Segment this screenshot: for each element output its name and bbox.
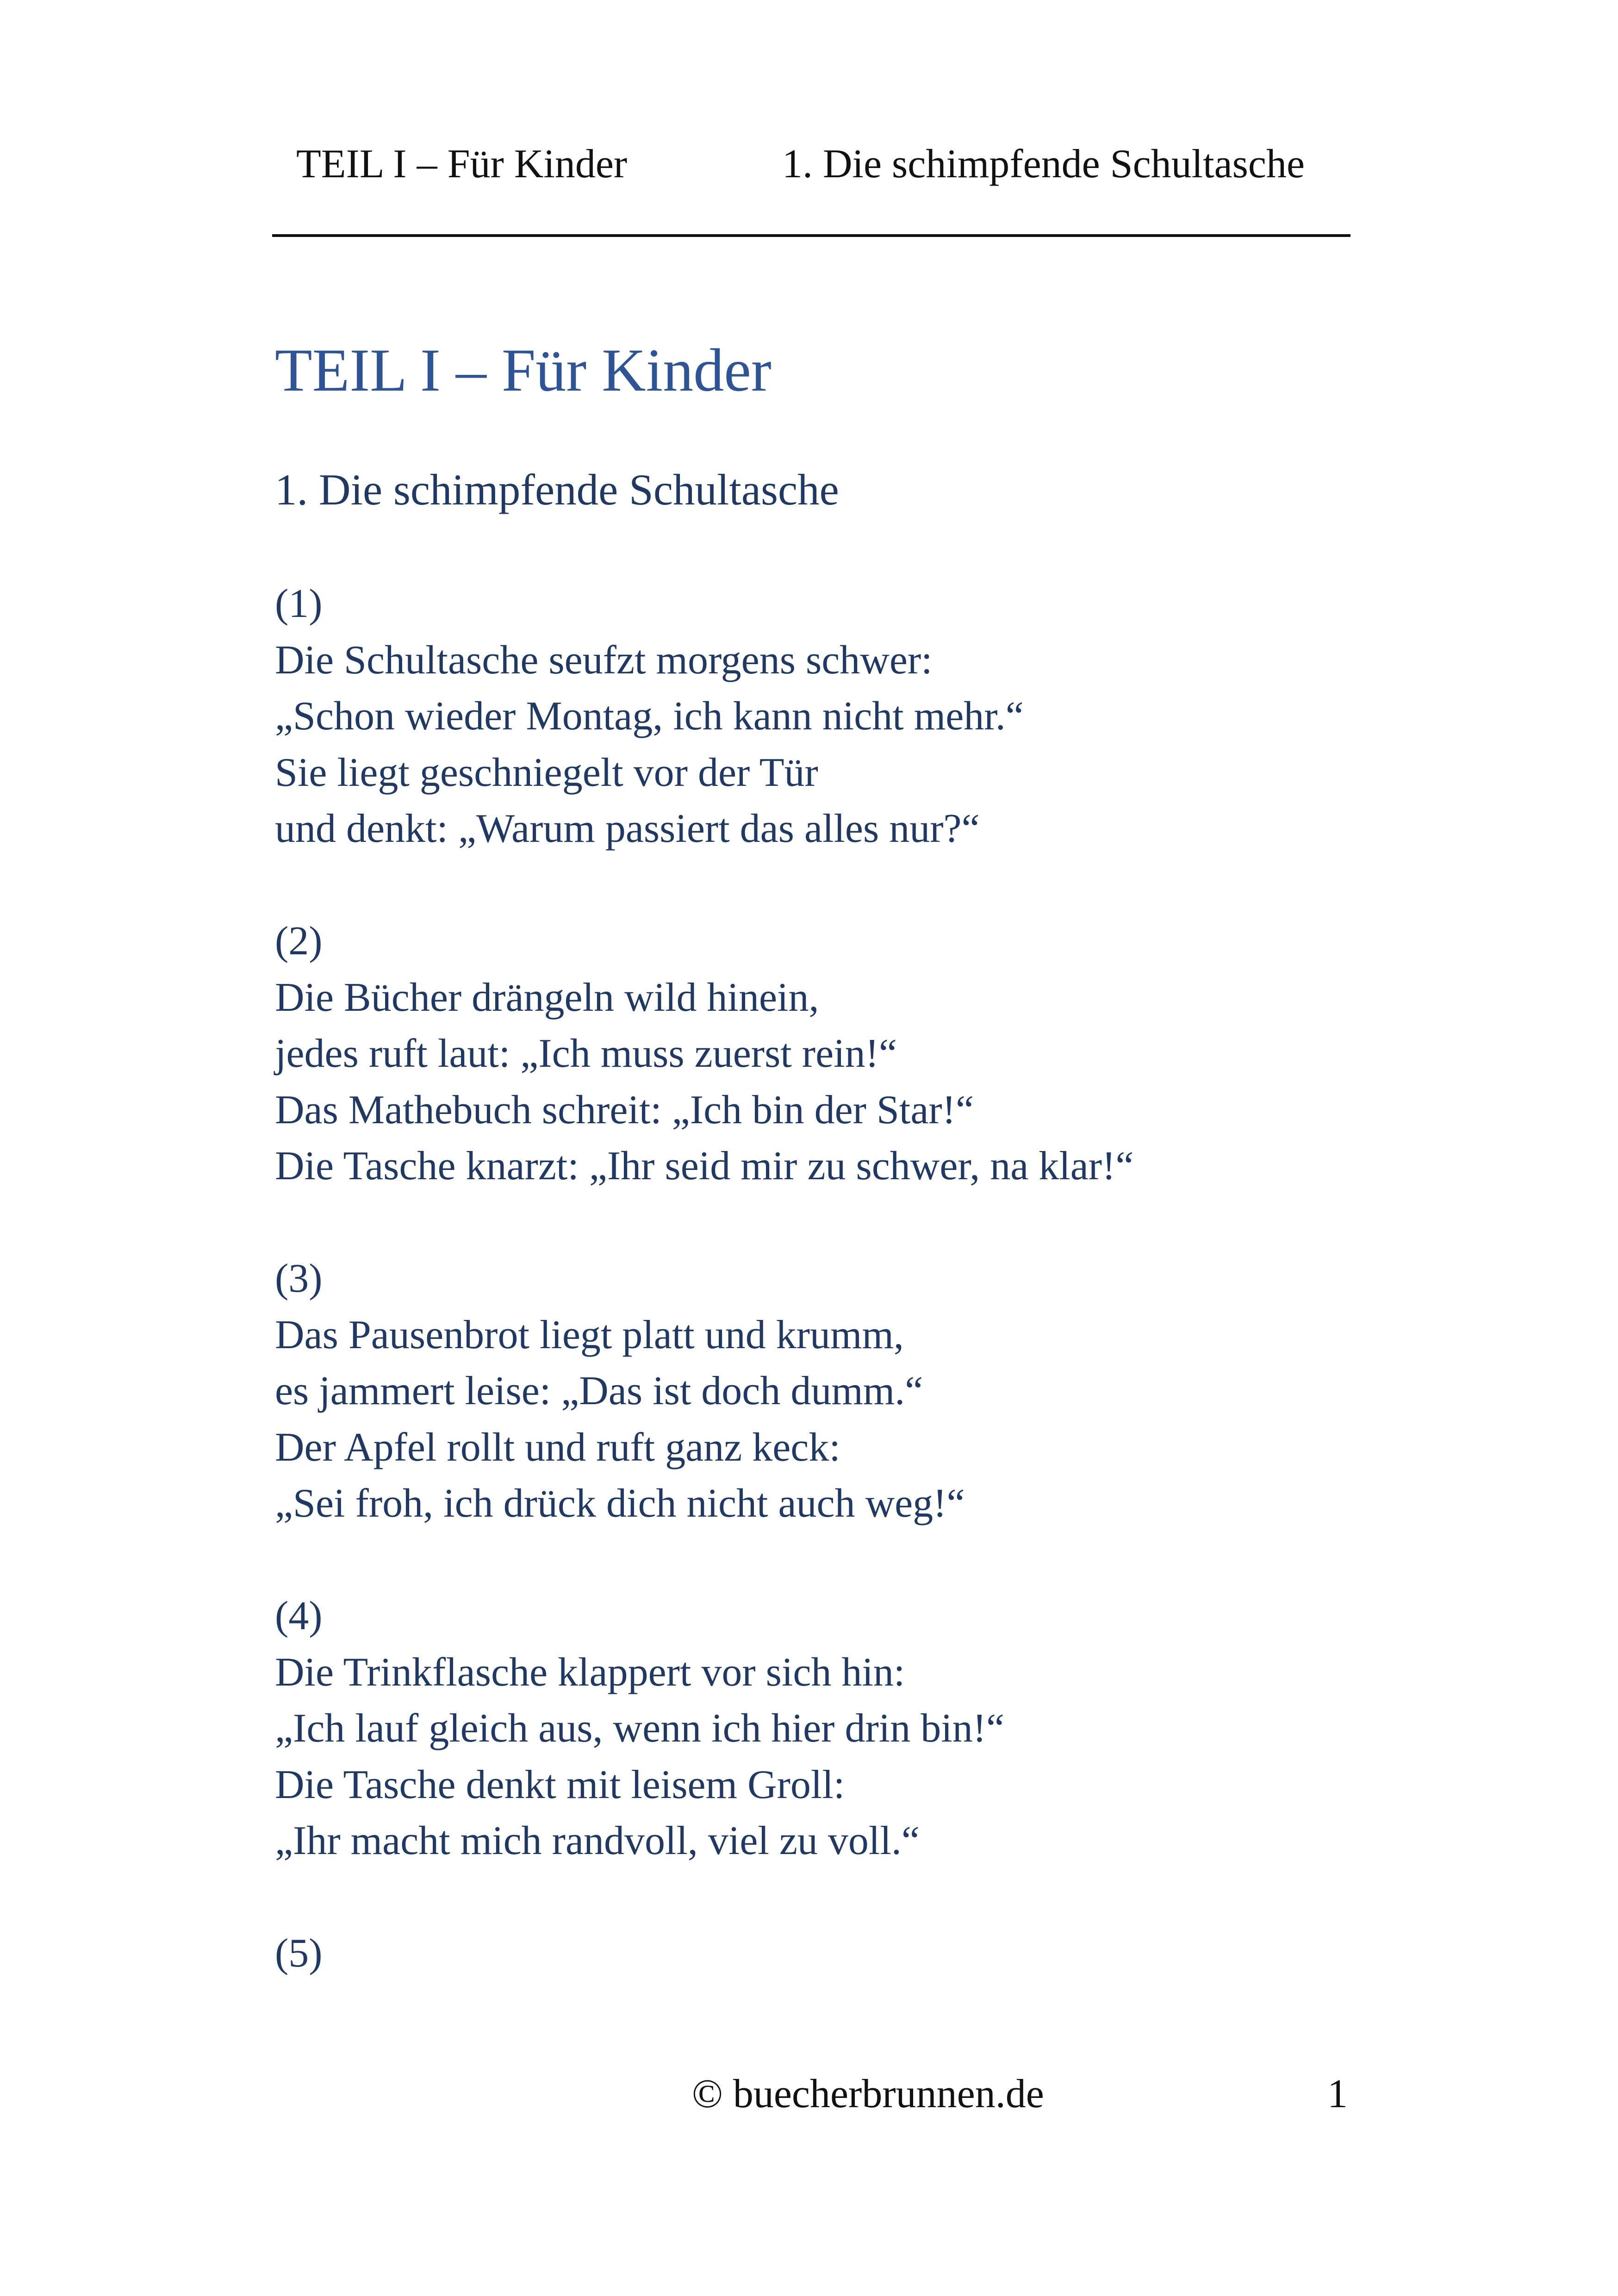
verse-line: „Ihr macht mich randvoll, viel zu voll.“ [275, 1818, 920, 1863]
stanza-number: (4) [275, 1593, 323, 1638]
page-number: 1 [1327, 2072, 1348, 2116]
stanza-5 [275, 1925, 1353, 1982]
verse-line: Das Mathebuch schreit: „Ich bin der Star!“ [275, 1087, 974, 1132]
stanza-number: (3) [275, 1256, 323, 1301]
stanza-3 [275, 1251, 1353, 1532]
stanza-number: (1) [275, 581, 323, 626]
verse-line: Die Tasche knarzt: „Ihr seid mir zu schwer, na klar!“ [275, 1144, 1134, 1188]
stanza-4 [275, 1588, 1353, 1869]
verse-line: Die Trinkflasche klappert vor sich hin: [275, 1649, 905, 1695]
chapter-title: 1. Die schimpfende Schultasche [275, 465, 839, 514]
verse-line: Die Tasche denkt mit leisem Groll: [275, 1762, 845, 1807]
stanza-number: (2) [275, 919, 323, 964]
header-divider [272, 234, 1350, 237]
verse-line: Das Pausenbrot liegt platt und krumm, [275, 1312, 904, 1357]
verse-line: jedes ruft laut: „Ich muss zuerst rein!“ [275, 1031, 897, 1076]
running-header-chapter: 1. Die schimpfende Schultasche [782, 142, 1305, 187]
running-header-part: TEIL I – Für Kinder [296, 142, 628, 187]
verse-line: Sie liegt geschniegelt vor der Tür [275, 750, 818, 795]
verse-line: Der Apfel rollt und ruft ganz keck: [275, 1425, 840, 1470]
verse-line: es jammert leise: „Das ist doch dumm.“ [275, 1369, 923, 1413]
page-body [275, 324, 1353, 2038]
footer-copyright: © buecherbrunnen.de [692, 2072, 1044, 2116]
verse-line: „Sei froh, ich drück dich nicht auch weg!“ [275, 1481, 965, 1526]
stanza-2 [275, 913, 1353, 1195]
stanza-1 [275, 576, 1353, 857]
stanza-number: (5) [275, 1931, 323, 1976]
poem [275, 576, 1353, 1982]
verse-line: „Schon wieder Montag, ich kann nicht mehr.“ [275, 694, 1024, 739]
verse-line: Die Bücher drängeln wild hinein, [275, 975, 819, 1020]
verse-line: „Ich lauf gleich aus, wenn ich hier drin bin!“ [275, 1706, 1005, 1751]
verse-line: Die Schultasche seufzt morgens schwer: [275, 637, 933, 683]
part-title: TEIL I – Für Kinder [275, 336, 772, 404]
verse-line: und denkt: „Warum passiert das alles nur?“ [275, 806, 980, 851]
running-header [272, 134, 1350, 194]
